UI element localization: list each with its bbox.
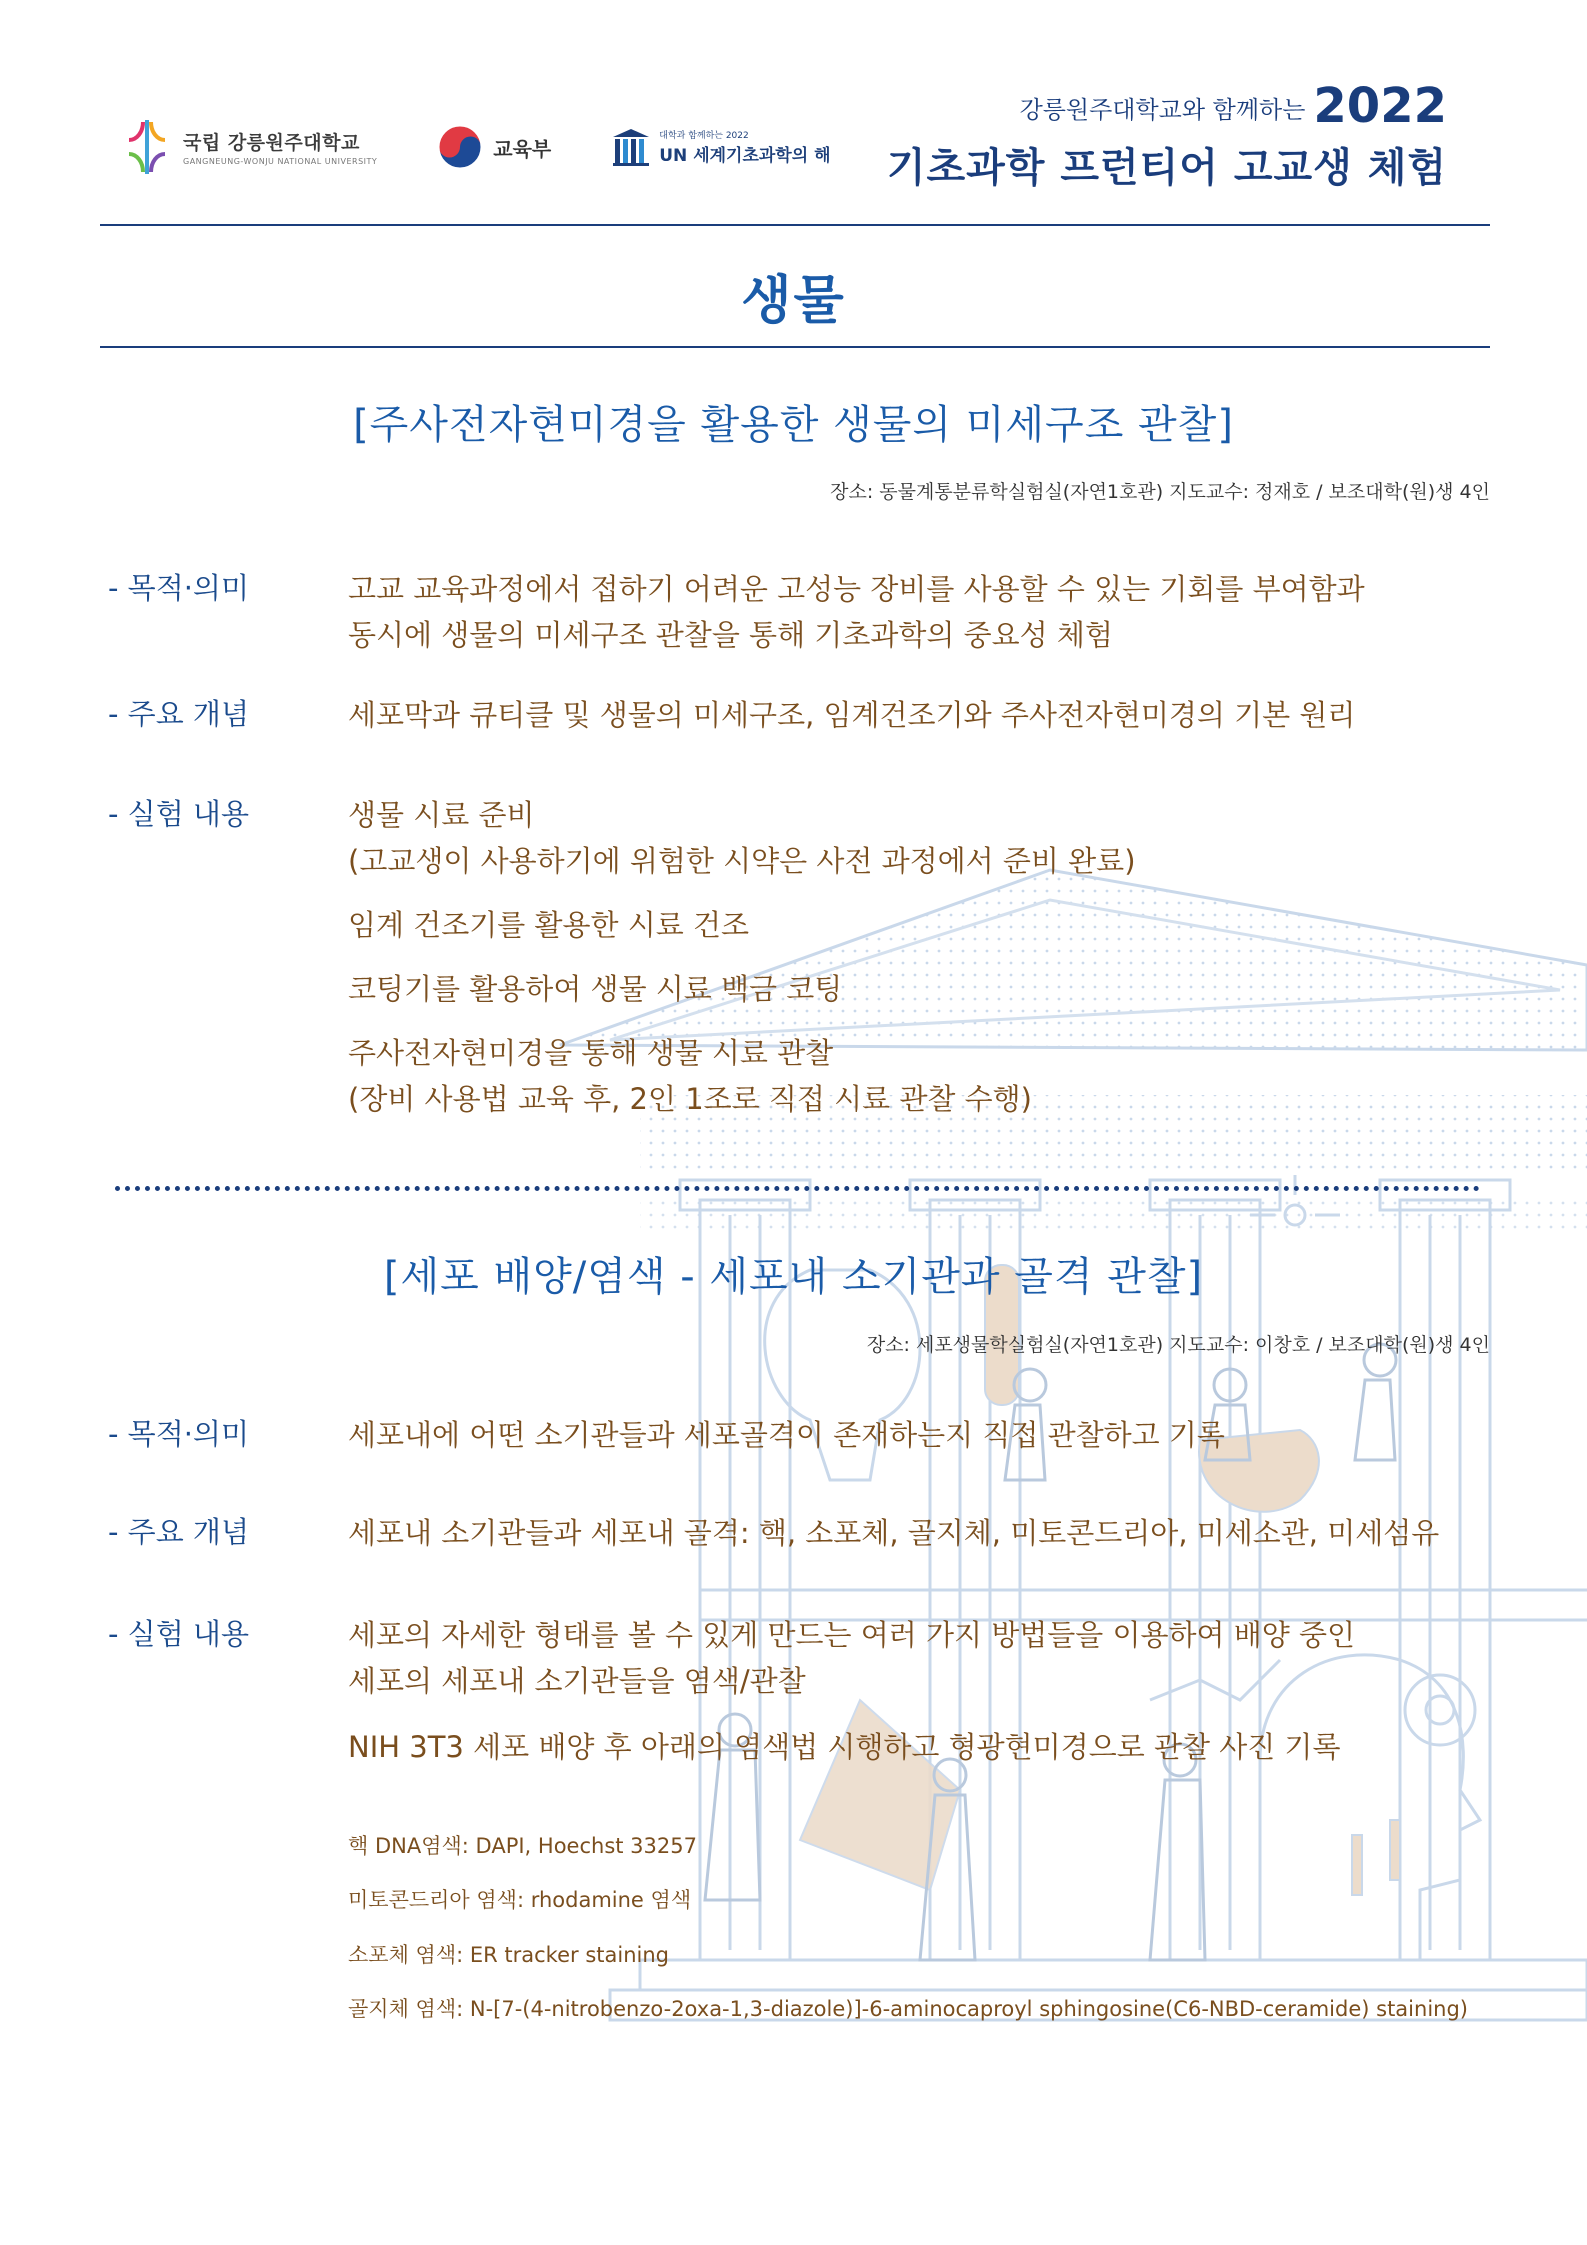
knu-logo-subtext: GANGNEUNG-WONJU NATIONAL UNIVERSITY bbox=[183, 157, 378, 166]
section-divider bbox=[115, 1186, 1480, 1191]
section-1-meta: 장소: 동물계통분류학실험실(자연1호관) 지도교수: 정재호 / 보조대학(원)생 4인 bbox=[830, 481, 1490, 503]
content-line: 주사전자현미경을 통해 생물 시료 관찰 bbox=[348, 1036, 834, 1070]
section-2-meta: 장소: 세포생물학실험실(자연1호관) 지도교수: 이창호 / 보조대학(원)생 4인 bbox=[866, 1334, 1490, 1356]
content-text bbox=[348, 792, 1136, 1122]
logo-row bbox=[125, 112, 831, 182]
un-building-icon bbox=[611, 127, 651, 167]
purpose-label: - 목적·의미 bbox=[108, 1417, 249, 1451]
purpose-label: - 목적·의미 bbox=[108, 571, 249, 605]
content-line: 세포의 세포내 소기관들을 염색/관찰 bbox=[348, 1664, 806, 1698]
content-line: (장비 사용법 교육 후, 2인 1조로 직접 시료 관찰 수행) bbox=[348, 1082, 1032, 1116]
program-subtitle bbox=[887, 78, 1447, 134]
purpose-line: 세포내에 어떤 소기관들과 세포골격이 존재하는지 직접 관찰하고 기록 bbox=[348, 1418, 1225, 1452]
program-year: 2022 bbox=[1313, 78, 1447, 134]
knu-logo bbox=[125, 118, 377, 176]
purpose-text bbox=[348, 1412, 1225, 1458]
program-main-title: 기초과학 프런티어 고교생 체험 bbox=[886, 145, 1447, 191]
header-rule bbox=[100, 224, 1490, 226]
content-line: 세포의 자세한 형태를 볼 수 있게 만드는 여러 가지 방법들을 이용하여 배양 중인 bbox=[348, 1618, 1356, 1652]
un-logo-small-text: 대학과 함께하는 2022 bbox=[659, 131, 749, 141]
un-iybssd-logo bbox=[611, 127, 830, 167]
knu-logo-text: 국립 강릉원주대학교 bbox=[183, 132, 360, 154]
content-line: 생물 시료 준비 bbox=[348, 798, 535, 832]
purpose-text bbox=[348, 566, 1365, 658]
section-1-title: [주사전자현미경을 활용한 생물의 미세구조 관찰] bbox=[353, 402, 1234, 448]
stain-item: 소포체 염색: ER tracker staining bbox=[348, 1943, 669, 1967]
content-text bbox=[348, 1612, 1355, 1770]
stain-item: 골지체 염색: N-[7-(4-nitrobenzo-2oxa-1,3-diazole)]-6-aminocaproyl sphingosine(C6-NBD-ceramide) staining) bbox=[348, 1997, 1468, 2021]
concept-text: 세포내 소기관들과 세포내 골격: 핵, 소포체, 골지체, 미토콘드리아, 미세소관, 미세섬유 bbox=[348, 1516, 1440, 1550]
content-line: 임계 건조기를 활용한 시료 건조 bbox=[348, 908, 750, 942]
knu-emblem-icon bbox=[125, 118, 169, 176]
content-line: 코팅기를 활용하여 생물 시료 백금 코팅 bbox=[348, 972, 843, 1006]
subject-title: 생물 bbox=[741, 271, 846, 331]
content-line: (고교생이 사용하기에 위험한 시약은 사전 과정에서 준비 완료) bbox=[348, 844, 1136, 878]
content-label: - 실험 내용 bbox=[108, 797, 249, 831]
taegeuk-icon bbox=[437, 124, 483, 170]
concept-label: - 주요 개념 bbox=[108, 1515, 249, 1549]
program-line1: 강릉원주대학교와 함께하는 bbox=[1019, 96, 1306, 124]
section-2-title: [세포 배양/염색 - 세포내 소기관과 골격 관찰] bbox=[383, 1254, 1204, 1300]
concept-text: 세포막과 큐티클 및 생물의 미세구조, 임계건조기와 주사전자현미경의 기본 원리 bbox=[348, 698, 1356, 732]
program-title bbox=[887, 78, 1447, 193]
content-label: - 실험 내용 bbox=[108, 1617, 249, 1651]
purpose-line: 동시에 생물의 미세구조 관찰을 통해 기초과학의 중요성 체험 bbox=[348, 618, 1113, 652]
moe-logo-text: 교육부 bbox=[493, 136, 552, 161]
stain-item: 핵 DNA염색: DAPI, Hoechst 33257 bbox=[348, 1834, 697, 1858]
subject-rule bbox=[100, 346, 1490, 348]
un-logo-text: UN 세계기초과학의 해 bbox=[659, 146, 831, 166]
purpose-line: 고교 교육과정에서 접하기 어려운 고성능 장비를 사용할 수 있는 기회를 부여함과 bbox=[348, 572, 1365, 606]
content-line: NIH 3T3 세포 배양 후 아래의 염색법 시행하고 형광현미경으로 관찰 사진 기록 bbox=[348, 1730, 1341, 1764]
concept-label: - 주요 개념 bbox=[108, 697, 249, 731]
stain-item: 미토콘드리아 염색: rhodamine 염색 bbox=[348, 1888, 692, 1912]
moe-logo bbox=[437, 124, 551, 170]
